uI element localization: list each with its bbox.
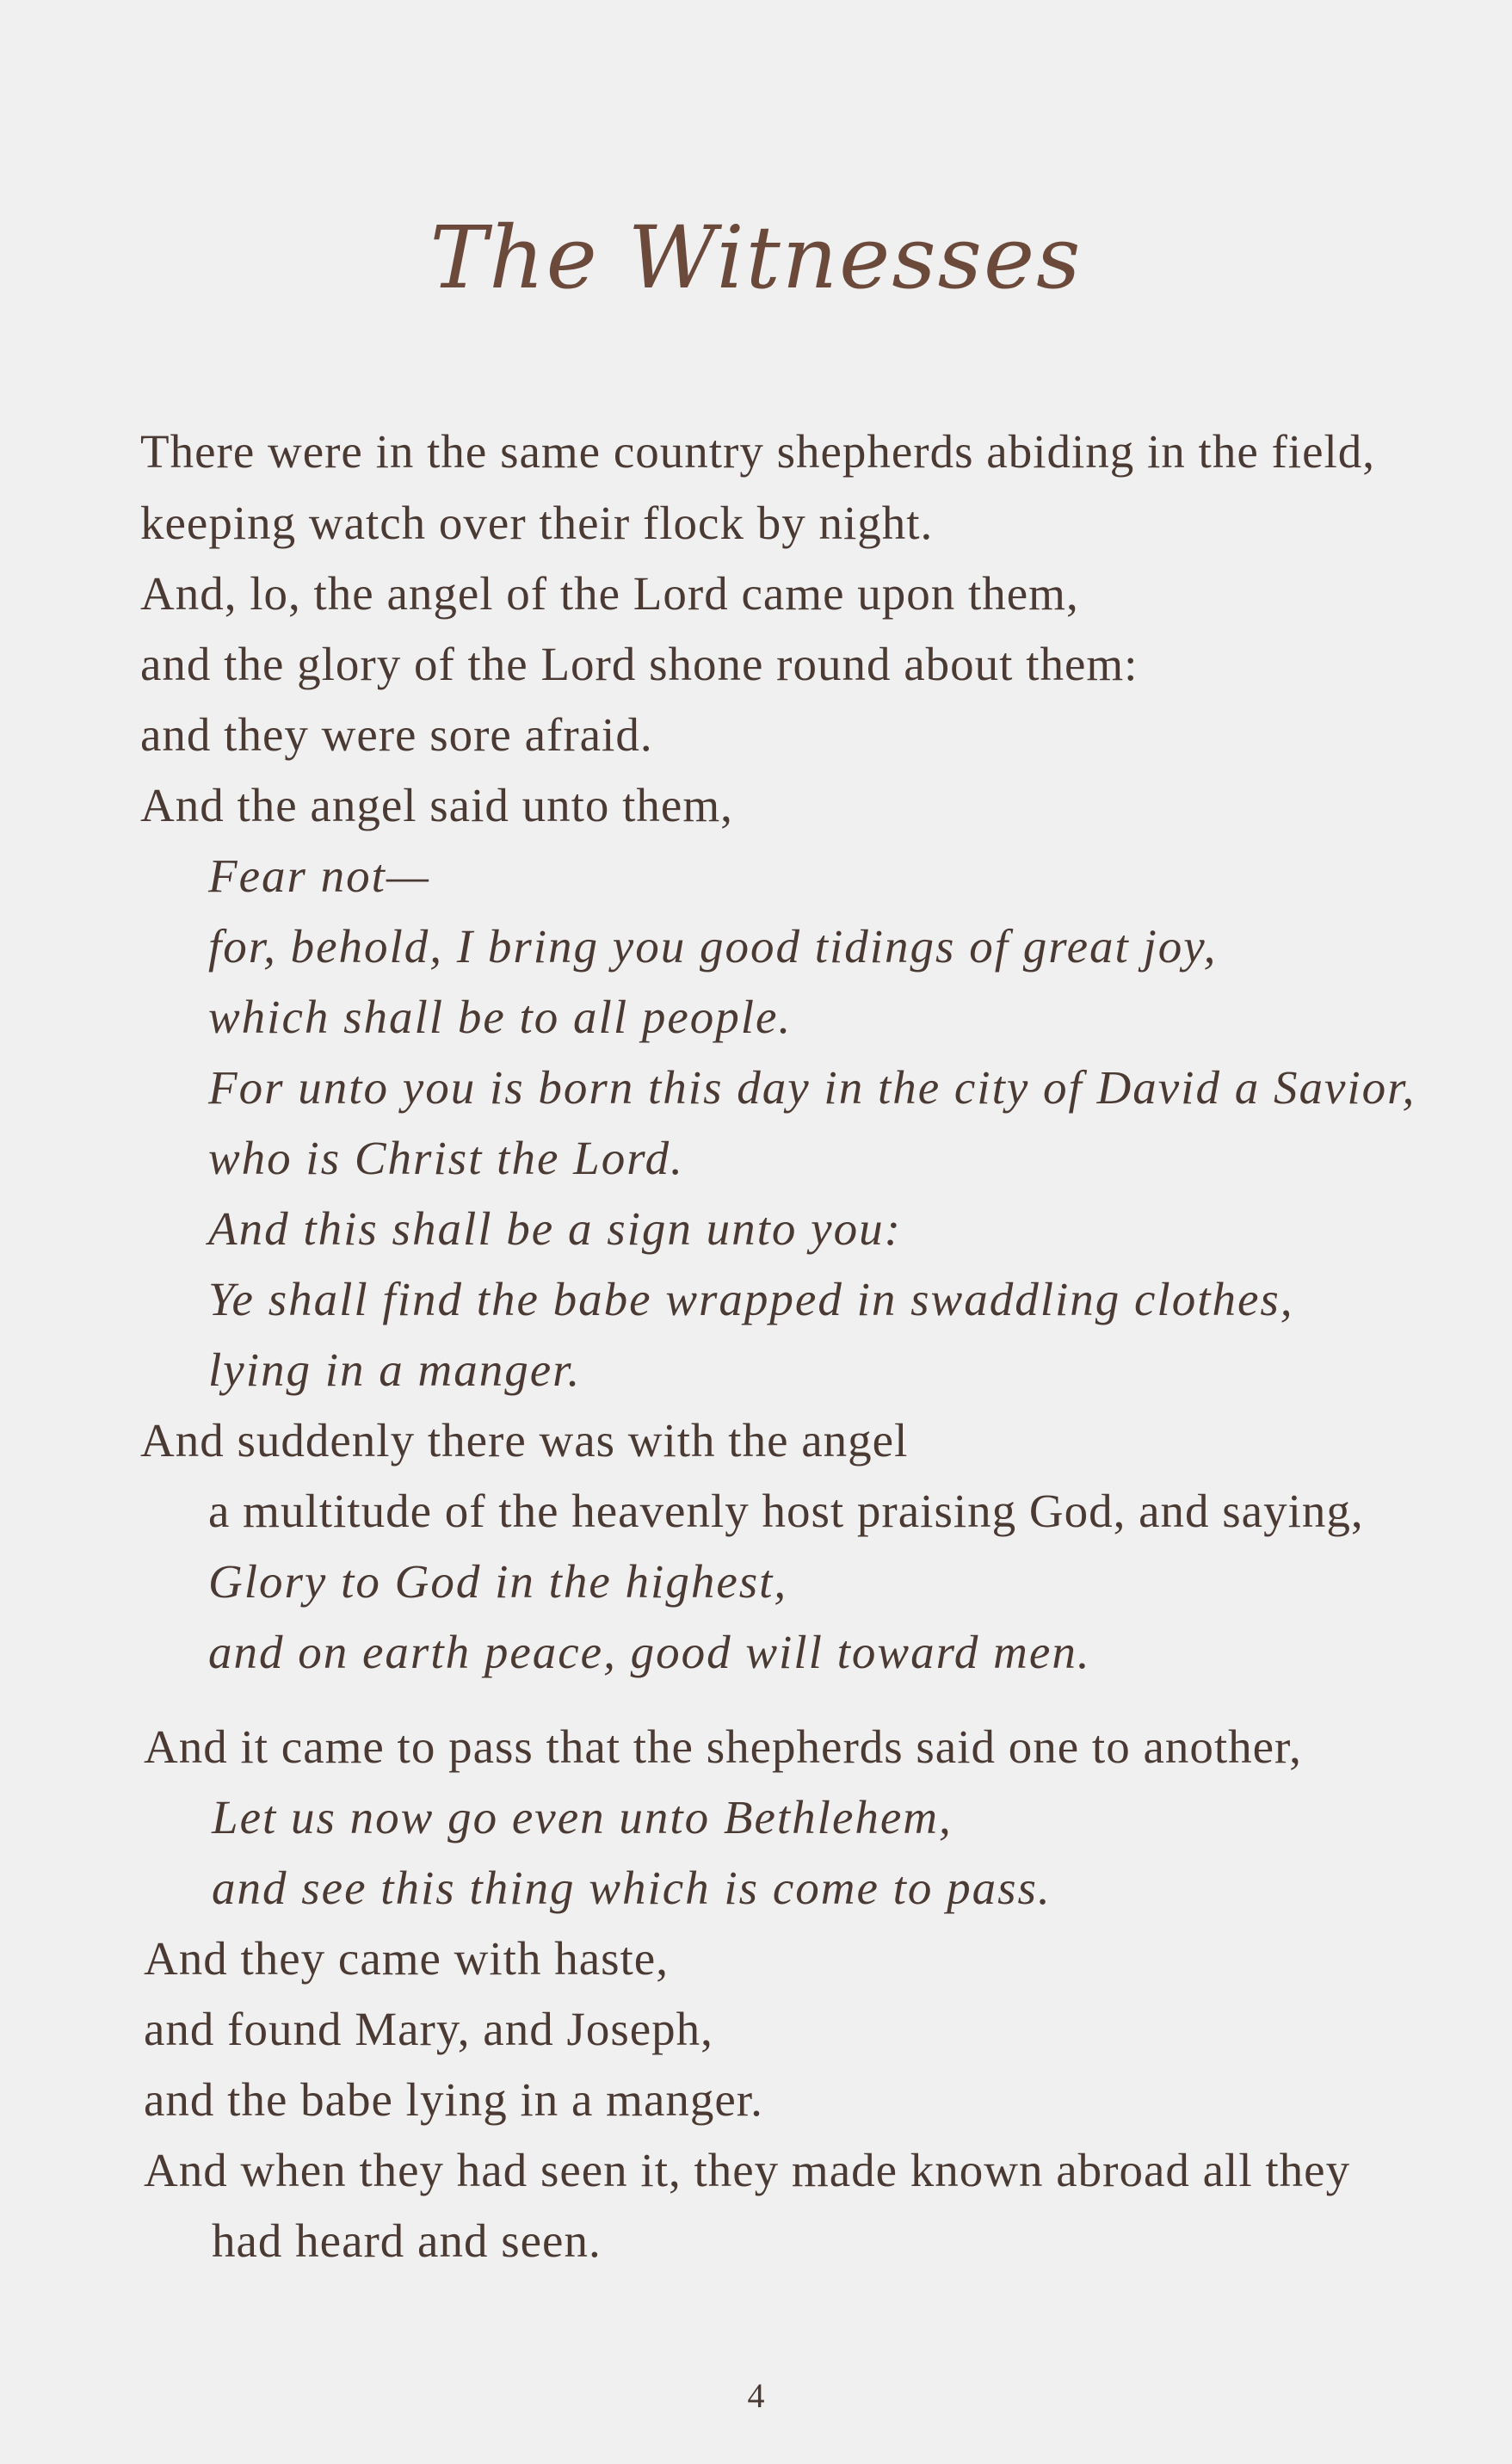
page-number: 4 (747, 2376, 765, 2415)
verse-line: and see this thing which is come to pass. (212, 1862, 1052, 1914)
verse-line: and the babe lying in a manger. (144, 2073, 763, 2126)
page-title: The Witnesses (429, 207, 1083, 308)
verse-line: and found Mary, and Joseph, (144, 2003, 713, 2055)
verse-line: had heard and seen. (212, 2214, 602, 2267)
verse-line: lying in a manger. (208, 1343, 582, 1396)
verse-line: Fear not— (208, 849, 430, 902)
verse-line: And the angel said unto them, (140, 779, 733, 831)
verse-line: keeping watch over their flock by night. (140, 497, 934, 549)
verse-line: And, lo, the angel of the Lord came upon them, (140, 567, 1079, 620)
verse-line: for, behold, I bring you good tidings of great joy, (208, 920, 1218, 973)
verse-line: And when they had seen it, they made known abroad all they (144, 2144, 1351, 2196)
verse-line: And suddenly there was with the angel (140, 1414, 909, 1467)
verse-line: There were in the same country shepherds abiding in the field, (140, 425, 1376, 478)
verse-line: And this shall be a sign unto you: (208, 1202, 902, 1255)
verse-line: Let us now go even unto Bethlehem, (212, 1791, 953, 1843)
verse-line: who is Christ the Lord. (208, 1132, 684, 1184)
verse-line: and on earth peace, good will toward men. (208, 1626, 1091, 1678)
verse-line: And it came to pass that the shepherds said one to another, (144, 1720, 1302, 1773)
verse-line: Glory to God in the highest, (208, 1555, 788, 1608)
verse-line: Ye shall find the babe wrapped in swaddling clothes, (208, 1273, 1294, 1325)
verse-line: And they came with haste, (144, 1932, 669, 1985)
verse-line: For unto you is born this day in the city of David a Savior, (208, 1061, 1416, 1114)
verse-line: and the glory of the Lord shone round about them: (140, 638, 1139, 690)
verse-line: and they were sore afraid. (140, 708, 653, 761)
verse-line: which shall be to all people. (208, 991, 793, 1043)
verse-line: a multitude of the heavenly host praising God, and saying, (208, 1485, 1364, 1537)
